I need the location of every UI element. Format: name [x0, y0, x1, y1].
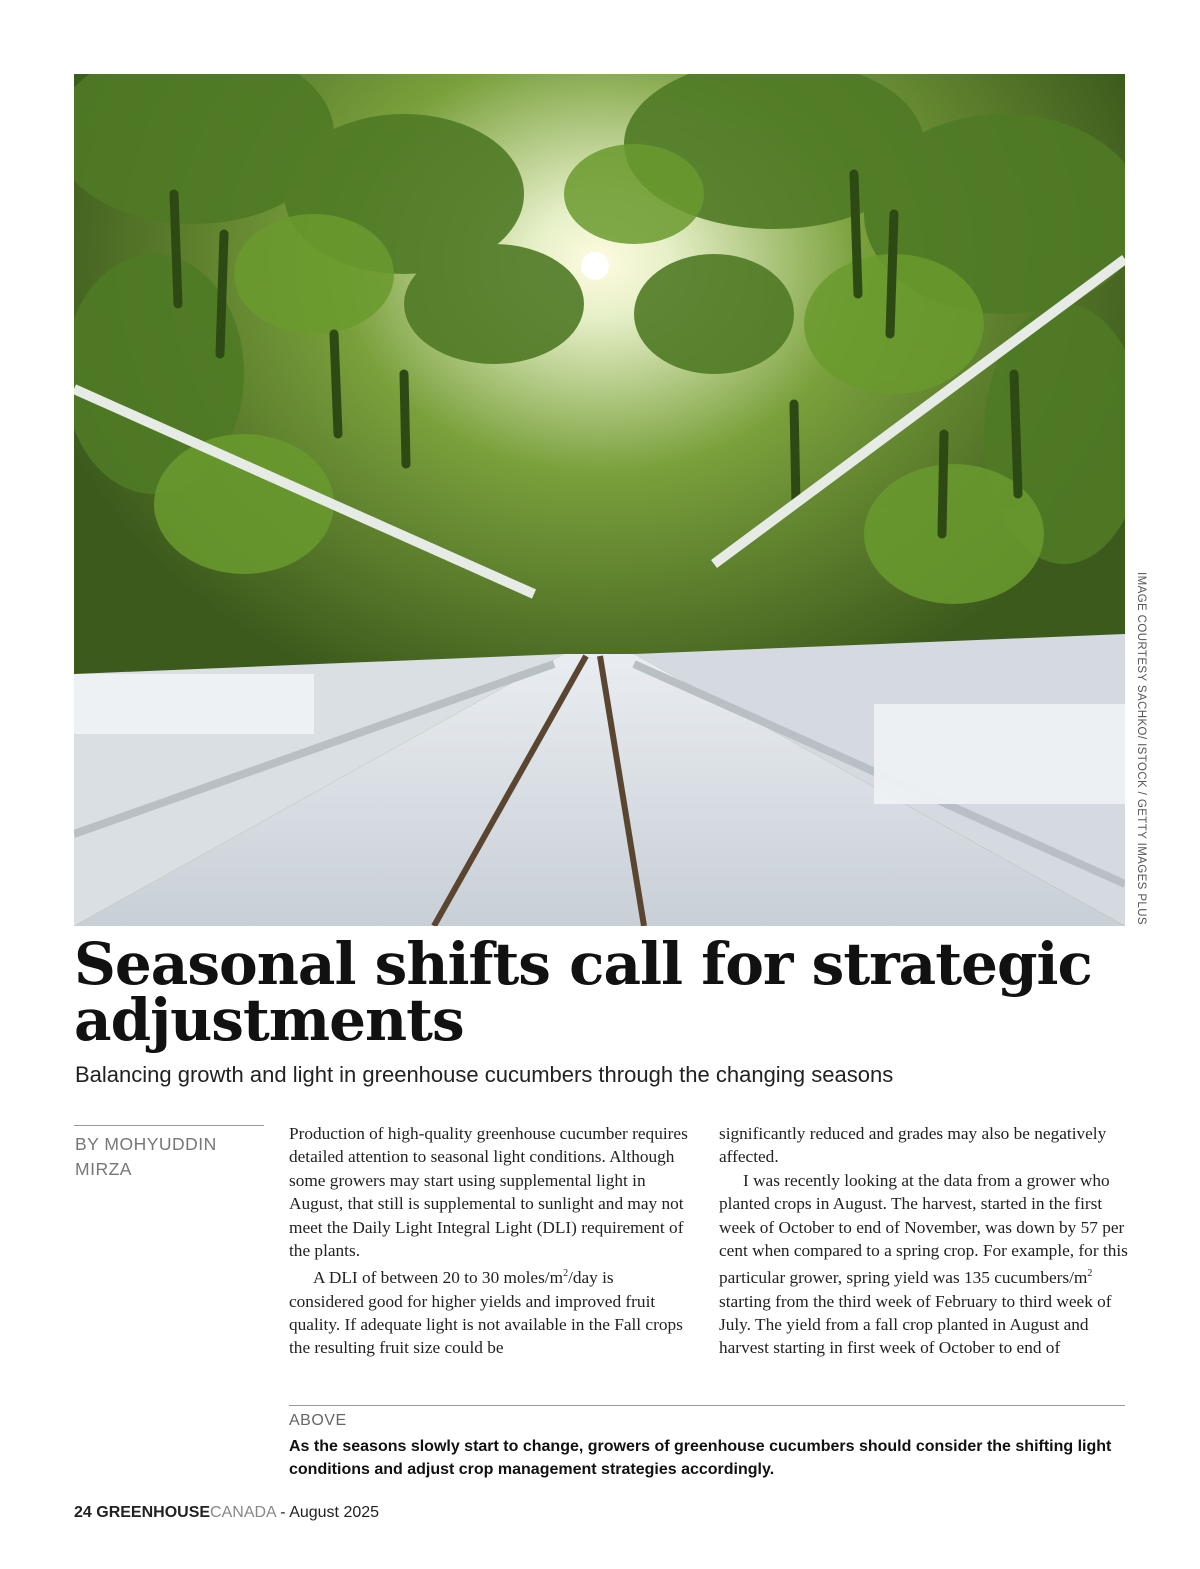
superscript: 2: [563, 1268, 569, 1280]
byline-divider: [74, 1125, 264, 1126]
byline-line-1: BY MOHYUDDIN: [75, 1134, 217, 1154]
paragraph: [719, 1169, 1129, 1360]
text-run: /day is considered good for higher yields and improved fruit quality. If adequate light is not available in the Fall crops the resulting fruit size could be: [289, 1268, 683, 1358]
paragraph: Production of high-quality greenhouse cucumber requires detailed attention to seasonal light conditions. Although some growers may start using supplemental light in August, that still is supplemental to sunlight and may not meet the Daily Light Integral Light (DLI) requirement of the plants.: [289, 1124, 688, 1261]
magazine-name-light: CANADA: [210, 1504, 276, 1521]
paragraph: [289, 1262, 689, 1359]
paragraph: significantly reduced and grades may also be negatively affected.: [719, 1124, 1107, 1167]
page-footer: [74, 1504, 379, 1522]
issue-date: - August 2025: [280, 1504, 380, 1521]
superscript: 2: [1087, 1268, 1093, 1280]
text-run: I was recently looking at the data from a grower who planted crops in August. The harvest, started in the first week of October to end of November, was down by 57 per cent when compared to a spring crop. For example, for this particular grower, spring yield was 135 cucumbers/m: [719, 1170, 1128, 1288]
article-photo: [74, 74, 1125, 926]
text-run: starting from the third week of February to third week of July. The yield from a fall crop planted in August and harvest starting in first week of October to end of: [719, 1291, 1112, 1358]
greenhouse-cucumber-photo-icon: [74, 74, 1125, 926]
byline: [75, 1132, 265, 1182]
article-headline: Seasonal shifts call for strategic adjustments: [74, 930, 1092, 1054]
photo-credit: IMAGE COURTESY SACHKO/ ISTOCK / GETTY IMAGES PLUS: [1135, 572, 1147, 925]
article-deck: Balancing growth and light in greenhouse cucumbers through the changing seasons: [75, 1062, 894, 1087]
text-run: A DLI of between 20 to 30 moles/m: [313, 1268, 564, 1288]
byline-line-2: MIRZA: [75, 1159, 132, 1179]
caption-label: ABOVE: [289, 1412, 347, 1429]
article-column-2: [719, 1122, 1129, 1360]
magazine-name: GREENHOUSE: [96, 1504, 211, 1521]
caption-text: As the seasons slowly start to change, growers of greenhouse cucumbers should consider the shifting light conditions and adjust crop management strategies accordingly.: [289, 1438, 1112, 1478]
page-number: 24: [74, 1504, 92, 1521]
caption-divider: [289, 1405, 1125, 1406]
article-column-1: [289, 1122, 689, 1360]
